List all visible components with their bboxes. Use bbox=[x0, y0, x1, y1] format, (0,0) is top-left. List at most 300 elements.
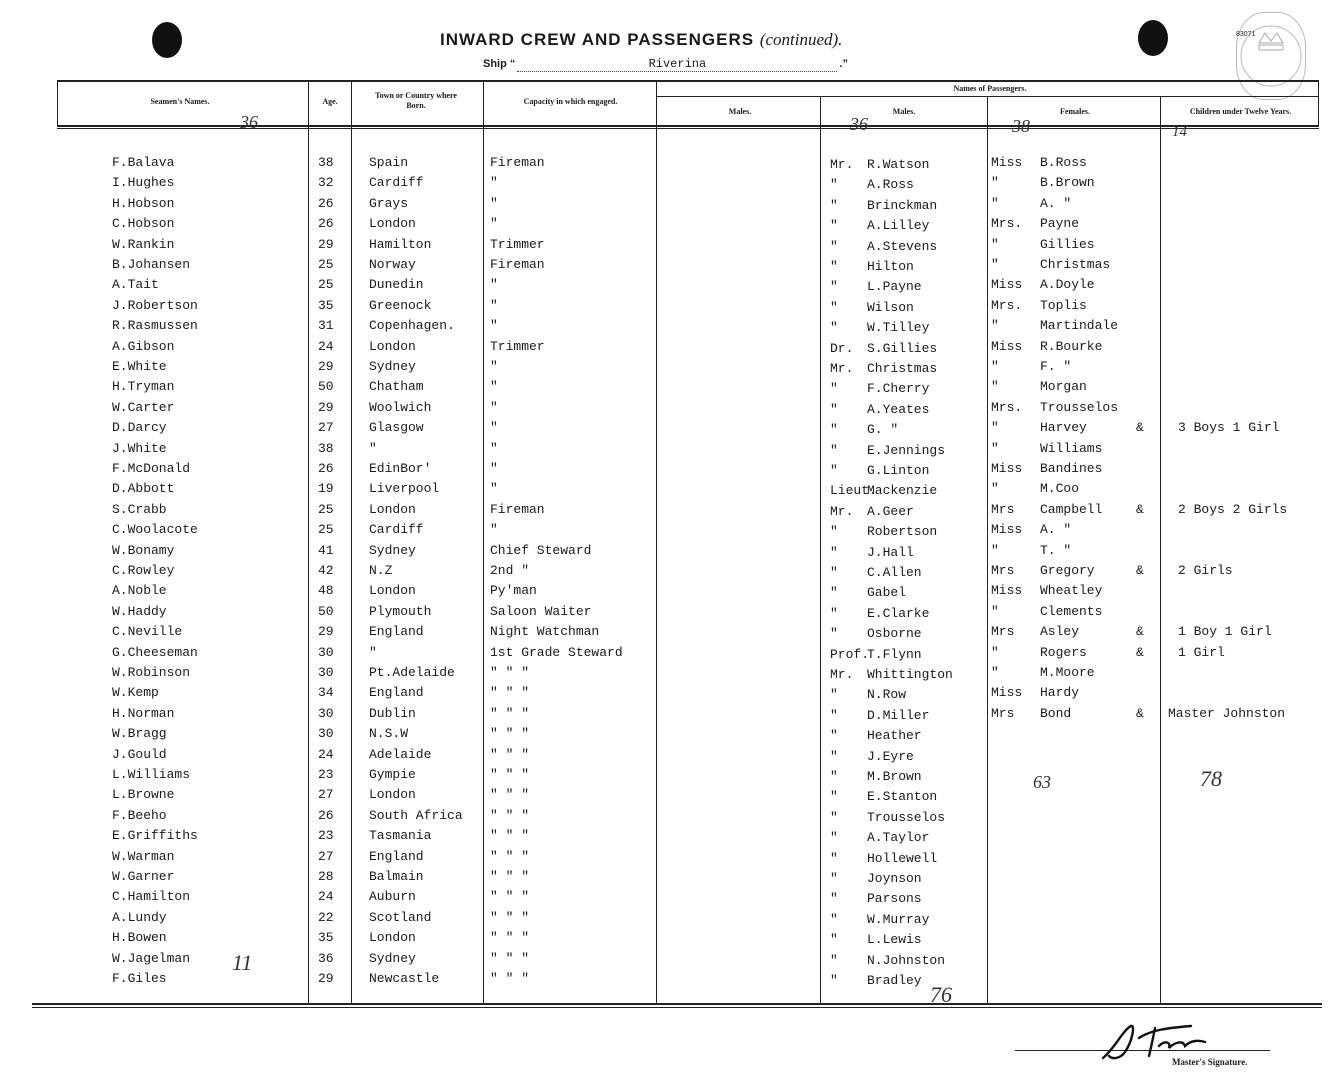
crew-name: H.Bowen bbox=[112, 930, 167, 945]
female-passenger-title: Miss bbox=[991, 339, 1023, 354]
female-passenger-title: " bbox=[991, 604, 999, 619]
crew-town: London bbox=[369, 502, 416, 517]
crew-age: 35 bbox=[318, 930, 334, 945]
crew-town: England bbox=[369, 624, 424, 639]
crew-name: C.Rowley bbox=[112, 563, 175, 578]
crew-capacity: " bbox=[490, 461, 498, 476]
crew-age: 30 bbox=[318, 706, 334, 721]
crew-town: Sydney bbox=[369, 951, 416, 966]
male-passenger-name: Parsons bbox=[867, 891, 922, 906]
tally-seamen: 36 bbox=[240, 112, 258, 132]
header-age: Age. bbox=[322, 97, 338, 106]
crew-capacity: 1st Grade Steward bbox=[490, 645, 623, 660]
female-passenger-title: Miss bbox=[991, 522, 1023, 537]
male-passenger-name: D.Miller bbox=[867, 708, 930, 723]
crew-town: Woolwich bbox=[369, 400, 432, 415]
female-passenger-name: T. " bbox=[1040, 543, 1072, 558]
male-passenger-name: E.Clarke bbox=[867, 606, 930, 621]
crew-town: EdinBor' bbox=[369, 461, 432, 476]
crew-age: 48 bbox=[318, 583, 334, 598]
male-passenger-title: Mr. bbox=[830, 504, 854, 519]
male-passenger-name: A.Stevens bbox=[867, 239, 938, 254]
female-passenger-title: " bbox=[991, 237, 999, 252]
female-passenger-name: Clements bbox=[1040, 604, 1103, 619]
crew-capacity: " " " bbox=[490, 726, 530, 741]
crew-name: J.White bbox=[112, 441, 167, 456]
crew-town: Pt.Adelaide bbox=[369, 665, 455, 680]
header-children: Children under Twelve Years. bbox=[1189, 107, 1292, 116]
crew-capacity: " bbox=[490, 441, 498, 456]
crew-age: 35 bbox=[318, 298, 334, 313]
crew-town: Cardiff bbox=[369, 175, 424, 190]
female-passenger-amp: & bbox=[1136, 563, 1144, 578]
crew-age: 30 bbox=[318, 665, 334, 680]
male-passenger-title: Mr. bbox=[830, 157, 854, 172]
header-seamen: Seamen's Names. bbox=[150, 97, 210, 106]
crew-town: London bbox=[369, 787, 416, 802]
crew-name: W.Jagelman bbox=[112, 951, 191, 966]
male-passenger-title: " bbox=[830, 402, 838, 417]
crew-capacity: " bbox=[490, 318, 498, 333]
male-passenger-title: Prof. bbox=[830, 647, 870, 662]
female-passenger-name: Williams bbox=[1040, 441, 1103, 456]
male-passenger-title: " bbox=[830, 789, 838, 804]
female-passenger-title: Miss bbox=[991, 461, 1023, 476]
crew-age: 26 bbox=[318, 196, 334, 211]
male-passenger-name: Joynson bbox=[867, 871, 922, 886]
tally-females: 38 bbox=[1012, 116, 1030, 136]
crown-seal-icon bbox=[1237, 13, 1305, 99]
children-entry: 3 Boys 1 Girl bbox=[1178, 420, 1280, 435]
crew-name: C.Neville bbox=[112, 624, 183, 639]
crew-capacity: Fireman bbox=[490, 502, 545, 517]
crew-capacity: " " " bbox=[490, 971, 530, 986]
crew-town: Copenhagen. bbox=[369, 318, 455, 333]
crew-name: L.Browne bbox=[112, 787, 175, 802]
male-passenger-name: E.Stanton bbox=[867, 789, 938, 804]
female-passenger-title: " bbox=[991, 379, 999, 394]
punch-hole-left bbox=[152, 22, 182, 58]
col-rule-passengers bbox=[656, 80, 657, 1004]
children-entry: 2 Boys 2 Girls bbox=[1178, 502, 1288, 517]
crew-town: Glasgow bbox=[369, 420, 424, 435]
crew-name: A.Gibson bbox=[112, 339, 175, 354]
crew-name: C.Woolacote bbox=[112, 522, 198, 537]
male-passenger-name: Whittington bbox=[867, 667, 953, 682]
children-entry: 2 Girls bbox=[1178, 563, 1233, 578]
crew-town: Spain bbox=[369, 155, 409, 170]
crew-town: Norway bbox=[369, 257, 416, 272]
crew-town: Auburn bbox=[369, 889, 416, 904]
female-passenger-title: Mrs bbox=[991, 563, 1015, 578]
female-passenger-name: Gregory bbox=[1040, 563, 1095, 578]
female-passenger-title: Mrs bbox=[991, 706, 1015, 721]
male-passenger-name: Osborne bbox=[867, 626, 922, 641]
male-passenger-name: L.Lewis bbox=[867, 932, 922, 947]
crew-age: 19 bbox=[318, 481, 334, 496]
male-passenger-name: S.Gillies bbox=[867, 341, 938, 356]
crew-town: Hamilton bbox=[369, 237, 432, 252]
crew-town: Liverpool bbox=[369, 481, 440, 496]
crew-town: South Africa bbox=[369, 808, 463, 823]
crew-town: Dunedin bbox=[369, 277, 424, 292]
female-passenger-title: Miss bbox=[991, 583, 1023, 598]
male-passenger-name: Bradley bbox=[867, 973, 922, 988]
male-passenger-title: " bbox=[830, 626, 838, 641]
male-passenger-name: F.Cherry bbox=[867, 381, 930, 396]
male-passenger-title: " bbox=[830, 198, 838, 213]
crew-age: 30 bbox=[318, 726, 334, 741]
female-passenger-name: A.Doyle bbox=[1040, 277, 1095, 292]
male-passenger-name: C.Allen bbox=[867, 565, 922, 580]
crew-age: 25 bbox=[318, 257, 334, 272]
male-passenger-title: Mr. bbox=[830, 361, 854, 376]
crew-town: N.S.W bbox=[369, 726, 409, 741]
crew-capacity: " " " bbox=[490, 706, 530, 721]
female-passenger-title: " bbox=[991, 318, 999, 333]
crew-age: 34 bbox=[318, 685, 334, 700]
punch-hole-right bbox=[1138, 20, 1168, 56]
table-bottom-rule bbox=[32, 1003, 1322, 1005]
crew-town: " bbox=[369, 645, 377, 660]
crew-capacity: " bbox=[490, 400, 498, 415]
male-passenger-title: " bbox=[830, 871, 838, 886]
col-rule-children bbox=[1160, 96, 1161, 1004]
children-entry: 1 Boy 1 Girl bbox=[1178, 624, 1272, 639]
crew-capacity: Trimmer bbox=[490, 339, 545, 354]
female-passenger-amp: & bbox=[1136, 420, 1144, 435]
crew-age: 29 bbox=[318, 400, 334, 415]
crew-age: 24 bbox=[318, 889, 334, 904]
crew-capacity: " bbox=[490, 379, 498, 394]
title-text: INWARD CREW AND PASSENGERS bbox=[440, 30, 755, 49]
crew-town: Plymouth bbox=[369, 604, 432, 619]
male-passenger-title: Dr. bbox=[830, 341, 854, 356]
crew-age: 23 bbox=[318, 828, 334, 843]
crew-age: 25 bbox=[318, 277, 334, 292]
male-passenger-name: J.Eyre bbox=[867, 749, 914, 764]
crew-town: Dublin bbox=[369, 706, 416, 721]
male-passenger-name: W.Murray bbox=[867, 912, 930, 927]
male-passenger-title: " bbox=[830, 830, 838, 845]
crew-capacity: " bbox=[490, 298, 498, 313]
crew-age: 38 bbox=[318, 441, 334, 456]
male-passenger-title: " bbox=[830, 851, 838, 866]
crew-age: 26 bbox=[318, 216, 334, 231]
male-passenger-title: " bbox=[830, 218, 838, 233]
crew-capacity: " " " bbox=[490, 889, 530, 904]
crew-age: 27 bbox=[318, 420, 334, 435]
male-passenger-name: Brinckman bbox=[867, 198, 938, 213]
crew-capacity: " bbox=[490, 216, 498, 231]
crew-name: R.Rasmussen bbox=[112, 318, 198, 333]
male-passenger-name: Hilton bbox=[867, 259, 914, 274]
crew-capacity: " " " bbox=[490, 767, 530, 782]
crew-town: Gympie bbox=[369, 767, 416, 782]
crew-capacity: " bbox=[490, 175, 498, 190]
female-passenger-title: Miss bbox=[991, 685, 1023, 700]
header-males-b: Males. bbox=[892, 107, 916, 116]
crew-town: Tasmania bbox=[369, 828, 432, 843]
children-entry: 1 Girl bbox=[1178, 645, 1225, 660]
col-rule-town bbox=[351, 80, 352, 1004]
crew-age: 22 bbox=[318, 910, 334, 925]
crew-name: F.Beeho bbox=[112, 808, 167, 823]
crew-age: 26 bbox=[318, 461, 334, 476]
female-passenger-name: M.Moore bbox=[1040, 665, 1095, 680]
table-bottom-rule-2 bbox=[32, 1007, 1322, 1008]
male-passenger-title: " bbox=[830, 708, 838, 723]
female-passenger-title: " bbox=[991, 196, 999, 211]
crew-name: W.Kemp bbox=[112, 685, 159, 700]
crew-age: 25 bbox=[318, 502, 334, 517]
crew-capacity: " " " bbox=[490, 808, 530, 823]
crew-capacity: " " " bbox=[490, 930, 530, 945]
crew-name: F.McDonald bbox=[112, 461, 191, 476]
male-passenger-title: " bbox=[830, 177, 838, 192]
crew-town: Newcastle bbox=[369, 971, 440, 986]
male-passenger-title: " bbox=[830, 973, 838, 988]
crew-capacity: Trimmer bbox=[490, 237, 545, 252]
female-passenger-title: Mrs bbox=[991, 502, 1015, 517]
male-passenger-title: " bbox=[830, 320, 838, 335]
tally-seamen-mark: 11 bbox=[232, 950, 253, 975]
male-passenger-title: " bbox=[830, 891, 838, 906]
male-passenger-title: " bbox=[830, 381, 838, 396]
male-passenger-title: " bbox=[830, 687, 838, 702]
female-passenger-name: Martindale bbox=[1040, 318, 1119, 333]
male-passenger-name: N.Johnston bbox=[867, 953, 946, 968]
male-passenger-title: " bbox=[830, 912, 838, 927]
crew-capacity: Chief Steward bbox=[490, 543, 592, 558]
col-rule-left bbox=[57, 80, 58, 126]
crew-capacity: " bbox=[490, 522, 498, 537]
male-passenger-name: M.Brown bbox=[867, 769, 922, 784]
ship-prefix: Ship “ bbox=[483, 58, 516, 70]
male-passenger-title: " bbox=[830, 932, 838, 947]
male-passenger-name: Christmas bbox=[867, 361, 938, 376]
crew-name: H.Norman bbox=[112, 706, 175, 721]
crew-age: 29 bbox=[318, 971, 334, 986]
crew-capacity: " " " bbox=[490, 685, 530, 700]
crew-capacity: " " " bbox=[490, 828, 530, 843]
male-passenger-name: A.Taylor bbox=[867, 830, 930, 845]
crew-age: 29 bbox=[318, 624, 334, 639]
crew-town: London bbox=[369, 216, 416, 231]
male-passenger-name: A.Geer bbox=[867, 504, 914, 519]
crew-name: W.Bonamy bbox=[112, 543, 175, 558]
male-passenger-title: " bbox=[830, 422, 838, 437]
crew-age: 27 bbox=[318, 849, 334, 864]
male-passenger-title: " bbox=[830, 810, 838, 825]
male-passenger-title: " bbox=[830, 953, 838, 968]
female-passenger-amp: & bbox=[1136, 502, 1144, 517]
female-passenger-name: Toplis bbox=[1040, 298, 1087, 313]
male-passenger-title: Lieut. bbox=[830, 483, 877, 498]
crew-town: " bbox=[369, 441, 377, 456]
crew-capacity: " bbox=[490, 420, 498, 435]
male-passenger-name: A.Lilley bbox=[867, 218, 930, 233]
crew-age: 41 bbox=[318, 543, 334, 558]
crew-capacity: " bbox=[490, 277, 498, 292]
female-passenger-name: Gillies bbox=[1040, 237, 1095, 252]
male-passenger-name: L.Payne bbox=[867, 279, 922, 294]
female-passenger-name: Campbell bbox=[1040, 502, 1103, 517]
ship-suffix: .” bbox=[839, 58, 848, 70]
crew-capacity: Saloon Waiter bbox=[490, 604, 592, 619]
tally-females-bottom: 63 bbox=[1033, 772, 1051, 792]
header-females: Females. bbox=[1060, 107, 1090, 116]
crew-town: Greenock bbox=[369, 298, 432, 313]
male-passenger-name: R.Watson bbox=[867, 157, 930, 172]
male-passenger-title: " bbox=[830, 585, 838, 600]
female-passenger-name: A. " bbox=[1040, 522, 1072, 537]
crew-name: W.Rankin bbox=[112, 237, 175, 252]
male-passenger-title: " bbox=[830, 279, 838, 294]
female-passenger-title: Mrs. bbox=[991, 400, 1023, 415]
female-passenger-title: " bbox=[991, 645, 999, 660]
header-capacity: Capacity in which engaged. bbox=[523, 97, 618, 106]
table-top-rule bbox=[57, 80, 1319, 82]
male-passenger-name: Heather bbox=[867, 728, 922, 743]
male-passenger-name: T.Flynn bbox=[867, 647, 922, 662]
tally-children: 14 bbox=[1172, 124, 1187, 140]
male-passenger-title: " bbox=[830, 443, 838, 458]
crew-name: A.Noble bbox=[112, 583, 167, 598]
female-passenger-name: Rogers bbox=[1040, 645, 1087, 660]
crew-capacity: " bbox=[490, 359, 498, 374]
crew-name: A.Tait bbox=[112, 277, 159, 292]
crew-capacity: " " " bbox=[490, 747, 530, 762]
female-passenger-name: Hardy bbox=[1040, 685, 1080, 700]
crew-age: 24 bbox=[318, 339, 334, 354]
crew-age: 23 bbox=[318, 767, 334, 782]
male-passenger-title: " bbox=[830, 749, 838, 764]
crew-town: England bbox=[369, 685, 424, 700]
form-number: 83071 bbox=[1236, 31, 1256, 38]
crew-capacity: " " " bbox=[490, 910, 530, 925]
female-passenger-title: " bbox=[991, 481, 999, 496]
male-passenger-name: G. " bbox=[867, 422, 899, 437]
ship-name: Riverina bbox=[517, 57, 837, 72]
male-passenger-name: A.Ross bbox=[867, 177, 914, 192]
female-passenger-title: Mrs bbox=[991, 624, 1015, 639]
title-continued: (continued). bbox=[759, 30, 843, 49]
female-passenger-title: " bbox=[991, 441, 999, 456]
female-passenger-title: " bbox=[991, 543, 999, 558]
female-passenger-title: Miss bbox=[991, 155, 1023, 170]
crew-name: F.Giles bbox=[112, 971, 167, 986]
crew-age: 27 bbox=[318, 787, 334, 802]
crew-town: Adelaide bbox=[369, 747, 432, 762]
crew-name: D.Darcy bbox=[112, 420, 167, 435]
page-title bbox=[440, 30, 842, 50]
female-passenger-name: B.Brown bbox=[1040, 175, 1095, 190]
header-passengers: Names of Passengers. bbox=[953, 84, 1027, 93]
crew-name: E.Griffiths bbox=[112, 828, 198, 843]
crew-town: Sydney bbox=[369, 359, 416, 374]
female-passenger-name: Morgan bbox=[1040, 379, 1087, 394]
crew-capacity: Fireman bbox=[490, 257, 545, 272]
crew-age: 29 bbox=[318, 237, 334, 252]
crew-capacity: " " " bbox=[490, 869, 530, 884]
male-passenger-title: " bbox=[830, 259, 838, 274]
col-rule-females bbox=[987, 96, 988, 1004]
female-passenger-amp: & bbox=[1136, 706, 1144, 721]
crew-name: C.Hamilton bbox=[112, 889, 191, 904]
signature-label: Master's Signature. bbox=[1172, 1057, 1248, 1067]
crew-name: C.Hobson bbox=[112, 216, 175, 231]
male-passenger-title: " bbox=[830, 545, 838, 560]
col-rule-age bbox=[308, 80, 309, 1004]
crew-name: H.Hobson bbox=[112, 196, 175, 211]
male-passenger-name: J.Hall bbox=[867, 545, 914, 560]
male-passenger-name: Wilson bbox=[867, 300, 914, 315]
crew-capacity: " " " bbox=[490, 951, 530, 966]
crew-name: H.Tryman bbox=[112, 379, 175, 394]
crew-name: D.Abbott bbox=[112, 481, 175, 496]
crew-name: S.Crabb bbox=[112, 502, 167, 517]
crew-age: 25 bbox=[318, 522, 334, 537]
female-passenger-title: Mrs. bbox=[991, 216, 1023, 231]
crew-age: 42 bbox=[318, 563, 334, 578]
crew-capacity: " bbox=[490, 196, 498, 211]
crew-town: N.Z bbox=[369, 563, 393, 578]
header-town: Town or Country where Born. bbox=[375, 91, 457, 110]
crew-town: Cardiff bbox=[369, 522, 424, 537]
crew-name: W.Haddy bbox=[112, 604, 167, 619]
official-seal bbox=[1236, 12, 1306, 100]
crew-name: B.Johansen bbox=[112, 257, 191, 272]
male-passenger-name: G.Linton bbox=[867, 463, 930, 478]
crew-capacity: Fireman bbox=[490, 155, 545, 170]
crew-town: England bbox=[369, 849, 424, 864]
female-passenger-title: " bbox=[991, 175, 999, 190]
female-passenger-title: " bbox=[991, 665, 999, 680]
female-passenger-title: Mrs. bbox=[991, 298, 1023, 313]
crew-capacity: " " " bbox=[490, 849, 530, 864]
female-passenger-title: " bbox=[991, 420, 999, 435]
crew-name: F.Balava bbox=[112, 155, 175, 170]
male-passenger-name: Robertson bbox=[867, 524, 938, 539]
crew-name: L.Williams bbox=[112, 767, 191, 782]
crew-capacity: " bbox=[490, 481, 498, 496]
crew-name: J.Robertson bbox=[112, 298, 198, 313]
female-passenger-name: Christmas bbox=[1040, 257, 1111, 272]
male-passenger-title: " bbox=[830, 300, 838, 315]
female-passenger-name: Harvey bbox=[1040, 420, 1087, 435]
male-passenger-name: A.Yeates bbox=[867, 402, 930, 417]
crew-age: 29 bbox=[318, 359, 334, 374]
ship-line bbox=[483, 57, 848, 72]
crew-town: Scotland bbox=[369, 910, 432, 925]
crew-town: Sydney bbox=[369, 543, 416, 558]
col-rule-males-b bbox=[820, 96, 821, 1004]
crew-age: 28 bbox=[318, 869, 334, 884]
male-passenger-name: E.Jennings bbox=[867, 443, 946, 458]
crew-capacity: " " " bbox=[490, 665, 530, 680]
male-passenger-name: Mackenzie bbox=[867, 483, 938, 498]
crew-town: London bbox=[369, 339, 416, 354]
crew-town: Grays bbox=[369, 196, 409, 211]
female-passenger-name: F. " bbox=[1040, 359, 1072, 374]
crew-age: 50 bbox=[318, 604, 334, 619]
male-passenger-name: Hollewell bbox=[867, 851, 938, 866]
male-passenger-title: Mr. bbox=[830, 667, 854, 682]
crew-age: 36 bbox=[318, 951, 334, 966]
crew-age: 26 bbox=[318, 808, 334, 823]
female-passenger-title: " bbox=[991, 257, 999, 272]
